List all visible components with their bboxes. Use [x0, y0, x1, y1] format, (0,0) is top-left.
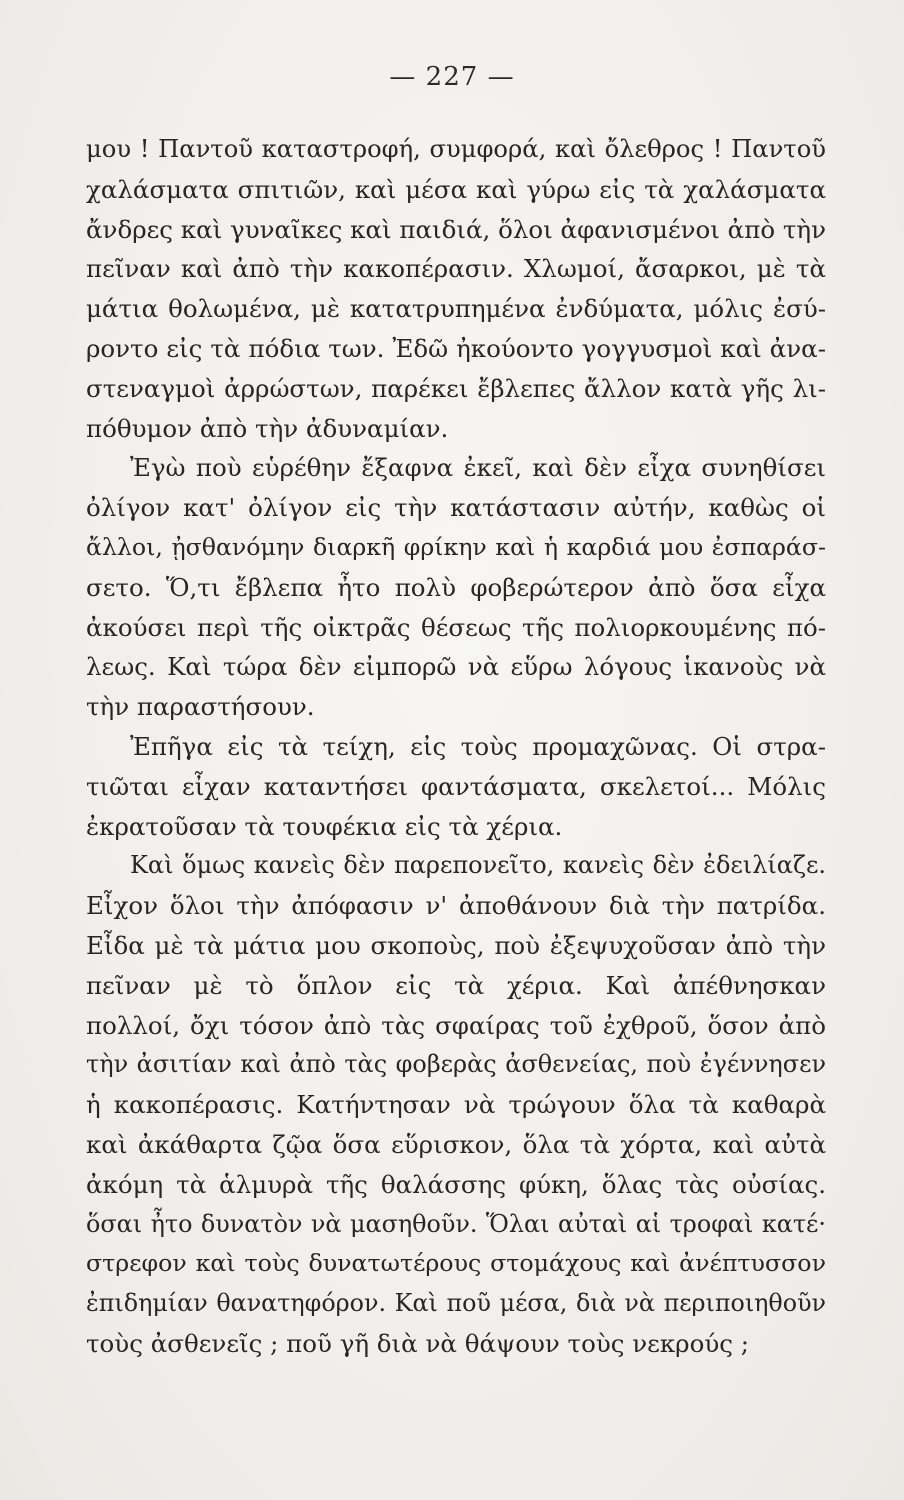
text-line: ἐπιδημίαν θανατηφόρον. Καὶ ποῦ μέσα, διὰ νὰ περιποιηθοῦν: [86, 1289, 826, 1318]
text-line: ἀκούσει περὶ τῆς οἰκτρᾶς θέσεως τῆς πολιορκουμένης πό-: [86, 612, 826, 642]
text-line: Εἶχον ὅλοι τὴν ἀπόφασιν ν' ἀποθάνουν διὰ τὴν πατρίδα.: [86, 891, 826, 921]
text-line: ἄλλοι, ᾐσθανόμην διαρκῆ φρίκην καὶ ἡ καρδιά μου ἐσπαράσ-: [86, 532, 826, 561]
text-line: πόθυμον ἀπὸ τὴν ἀδυναμίαν.: [86, 413, 449, 443]
text-line: ροντο εἰς τὰ πόδια των. Ἐδῶ ἠκούοντο γογγυσμοὶ καὶ ἀνα-: [86, 333, 826, 363]
text-line: χαλάσματα σπιτιῶν, καὶ μέσα καὶ γύρω εἰς τὰ χαλάσματα: [86, 174, 826, 204]
paragraph-start-line: Ἐπῆγα εἰς τὰ τείχη, εἰς τοὺς προμαχῶνας. Οἱ στρα-: [130, 731, 826, 761]
text-line: τὴν ἀσιτίαν καὶ ἀπὸ τὰς φοβερὰς ἀσθενείας, ποὺ ἐγέννησεν: [86, 1050, 826, 1079]
text-line: Εἶδα μὲ τὰ μάτια μου σκοποὺς, ποὺ ἐξεψυχοῦσαν ἀπὸ τὴν: [86, 930, 826, 960]
paragraph-start-line: Ἐγὼ ποὺ εὑρέθην ἔξαφνα ἐκεῖ, καὶ δὲν εἶχα συνηθίσει: [130, 453, 826, 483]
body-text: [86, 130, 826, 1364]
text-line: πολλοί, ὄχι τόσον ἀπὸ τὰς σφαίρας τοῦ ἐχθροῦ, ὅσον ἀπὸ: [86, 1010, 826, 1040]
text-line: ἀκόμη τὰ ἁλμυρὰ τῆς θαλάσσης φύκη, ὅλας τὰς οὐσίας.: [86, 1169, 826, 1199]
text-line: ὅσαι ἦτο δυνατὸν νὰ μασηθοῦν. Ὅλαι αὐταὶ αἱ τροφαὶ κατέ·: [86, 1209, 826, 1238]
text-line: στρεφον καὶ τοὺς δυνατωτέρους στομάχους καὶ ἀνέπτυσσον: [86, 1249, 826, 1278]
text-line: ἐκρατοῦσαν τὰ τουφέκια εἰς τὰ χέρια.: [86, 811, 563, 841]
text-line: ἡ κακοπέρασις. Κατήντησαν νὰ τρώγουν ὅλα τὰ καθαρὰ: [86, 1090, 826, 1120]
text-line: τὴν παραστήσουν.: [86, 692, 315, 722]
text-line: ὀλίγον κατ' ὀλίγον εἰς τὴν κατάστασιν αὐτήν, καθὼς οἱ: [86, 493, 826, 523]
text-line: στεναγμοὶ ἀρρώστων, παρέκει ἔβλεπες ἄλλον κατὰ γῆς λι-: [86, 373, 826, 403]
text-line: καὶ ἀκάθαρτα ζῷα ὅσα εὕρισκον, ὅλα τὰ χόρτα, καὶ αὐτὰ: [86, 1129, 826, 1159]
page-number: — 227 —: [389, 62, 515, 92]
text-line: πεῖναν μὲ τὸ ὅπλον εἰς τὰ χέρια. Καὶ ἀπέθνησκαν: [86, 970, 826, 1000]
text-line: λεως. Καὶ τώρα δὲν εἰμπορῶ νὰ εὕρω λόγους ἱκανοὺς νὰ: [86, 652, 826, 682]
text-line: σετο. Ὅ,τι ἔβλεπα ἦτο πολὺ φοβερώτερον ἀπὸ ὅσα εἶχα: [86, 572, 826, 602]
paragraph-start-line: Καὶ ὅμως κανεὶς δὲν παρεπονεῖτο, κανεὶς δὲν ἐδειλίαζε.: [130, 851, 826, 880]
text-line: τοὺς ἀσθενεῖς ; ποῦ γῆ διὰ νὰ θάψουν τοὺς νεκρούς ;: [86, 1328, 749, 1358]
text-line: πεῖναν καὶ ἀπὸ τὴν κακοπέρασιν. Χλωμοί, ἄσαρκοι, μὲ τὰ: [86, 254, 826, 284]
text-line: μάτια θολωμένα, μὲ κατατρυπημένα ἐνδύματα, μόλις ἐσύ-: [86, 294, 826, 324]
text-line: τιῶται εἶχαν καταντήσει φαντάσματα, σκελετοί... Μόλις: [86, 771, 826, 801]
text-line: μου ! Παντοῦ καταστροφή, συμφορά, καὶ ὄλεθρος ! Παντοῦ: [86, 135, 826, 163]
text-line: ἄνδρες καὶ γυναῖκες καὶ παιδιά, ὅλοι ἀφανισμένοι ἀπὸ τὴν: [86, 214, 826, 244]
